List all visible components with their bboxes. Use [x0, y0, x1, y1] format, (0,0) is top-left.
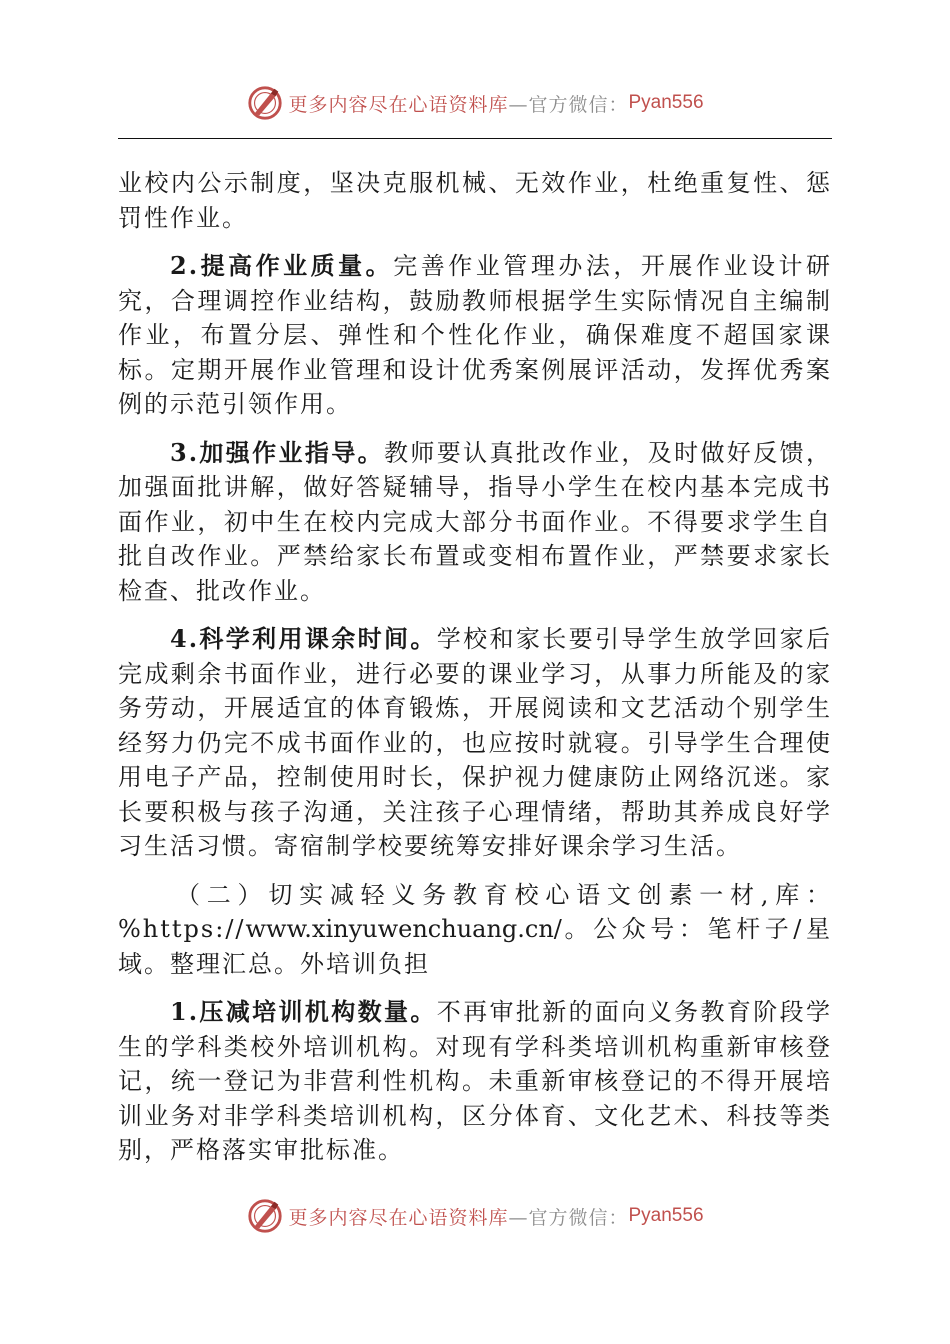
subheading-text-c: 。公众号：笔杆子/星域。整理汇总。外培训负担 [118, 915, 832, 978]
subheading-text-a: （二）切实减轻义务教育校心语文创素一材,库：%https:// [118, 880, 832, 943]
paragraph-text: 业校内公示制度，坚决克服机械、无效作业，杜绝重复性、惩罚性作业。 [118, 169, 832, 232]
paragraph-item-2 [118, 249, 832, 422]
paragraph-continuation [118, 166, 832, 235]
header-divider [118, 138, 832, 139]
wechat-id: Pyan556 [628, 92, 704, 113]
paragraph-text: 教师要认真批改作业，及时做好反馈，加强面批讲解，做好答疑辅导，指导小学生在校内基本完成书面作业，初中生在校内完成大部分书面作业。不得要求学生自批自改作业。严禁给家长布置或变相布置作业，严禁要求家长检查、批改作业。 [118, 438, 833, 605]
paragraph-heading: 1.压减培训机构数量。 [170, 997, 437, 1026]
subheading-url: www.xinyuwenchuang.cn/ [245, 915, 562, 943]
header-banner [0, 83, 950, 123]
banner-rest-text: —官方微信： [508, 1206, 629, 1229]
wechat-id: Pyan556 [628, 1205, 704, 1226]
banner-rest-text: —官方微信： [508, 93, 629, 116]
pen-circle-logo-icon [246, 1197, 284, 1235]
paragraph-heading: 2.提高作业质量。 [170, 251, 394, 280]
paragraph-text: 学校和家长要引导学生放学回家后完成剩余书面作业，进行必要的课业学习，从事力所能及的家务劳动，开展适宜的体育锻炼，开展阅读和文艺活动个别学生经努力仍完不成书面作业的，也应按时就寝。引导学生合理使用电子产品，控制使用时长，保护视力健康防止网络沉迷。家长要积极与孩子沟通，关注孩子心理情绪，帮助其养成良好学习生活习惯。寄宿制学校要统筹安排好课余学习生活。 [118, 625, 832, 860]
footer-banner [0, 1196, 950, 1236]
banner-lead-text: 更多内容尽在心语资料库 [288, 1206, 509, 1229]
banner-lead-text: 更多内容尽在心语资料库 [288, 93, 509, 116]
paragraph-heading: 4.科学利用课余时间。 [170, 624, 437, 653]
paragraph-text: 完善作业管理办法，开展作业设计研究，合理调控作业结构，鼓励教师根据学生实际情况自主编制作业，布置分层、弹性和个性化作业，确保难度不超国家课标。定期开展作业管理和设计优秀案例展评活动，发挥优秀案例的示范引领作用。 [118, 252, 833, 418]
pen-circle-logo-icon [246, 84, 284, 122]
document-body [118, 166, 832, 1182]
paragraph-heading: 3.加强作业指导。 [170, 437, 385, 467]
paragraph-item-4 [118, 622, 832, 864]
section-subheading [118, 878, 832, 982]
paragraph-item-1 [118, 995, 832, 1168]
paragraph-text: 不再审批新的面向义务教育阶段学生的学科类校外培训机构。对现有学科类培训机构重新审核登记，统一登记为非营利性机构。未重新审核登记的不得开展培训业务对非学科类培训机构，区分体育、文化艺术、科技等类别，严格落实审批标准。 [118, 998, 832, 1164]
paragraph-item-3 [118, 436, 832, 609]
